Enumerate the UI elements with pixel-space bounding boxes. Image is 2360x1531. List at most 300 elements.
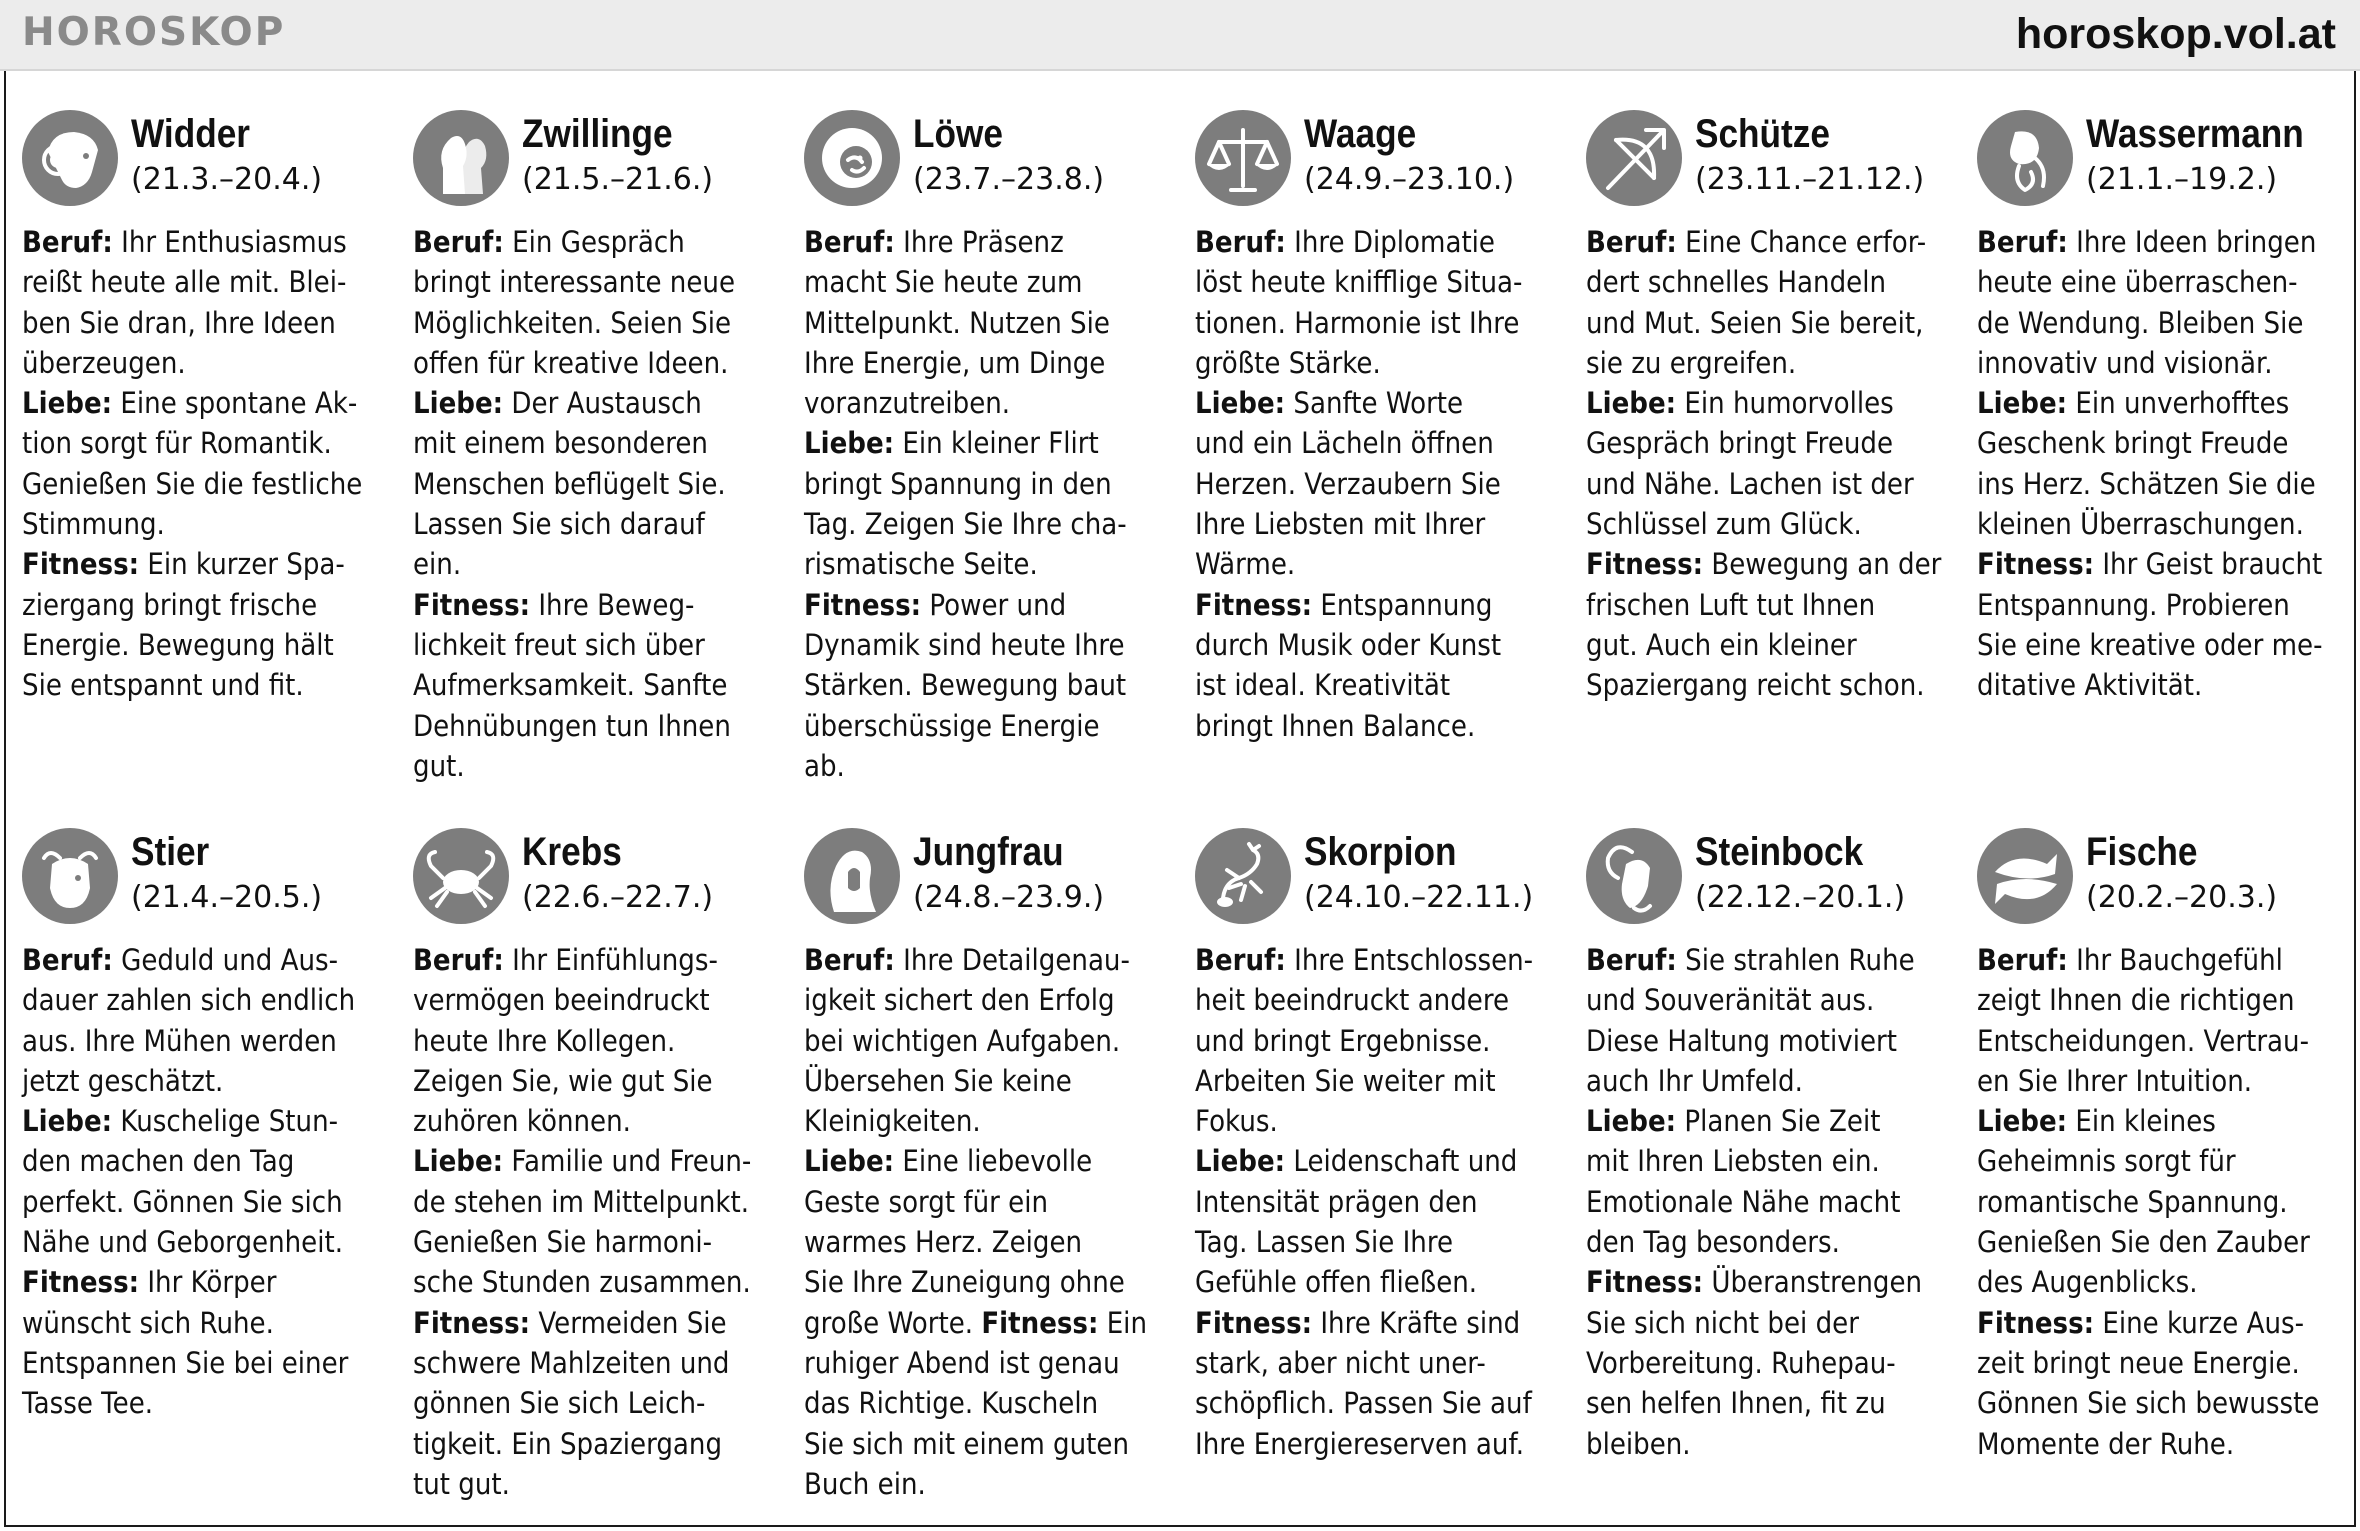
beruf-text-line (413, 1061, 746, 1101)
beruf-text-line (1586, 222, 1927, 262)
card-header (804, 110, 1174, 214)
line-text: Emotionale Nähe macht (1586, 1184, 1901, 1219)
beruf-text-line (1977, 1021, 2310, 1061)
line-text: des Augenblicks. (1977, 1265, 2198, 1300)
line-text: en Sie Ihrer Intuition. (1977, 1063, 2253, 1098)
fitness-text-line (413, 1424, 746, 1464)
line-text: Sie sich mit einem guten (804, 1426, 1129, 1461)
line-text: bleiben. (1586, 1426, 1691, 1461)
beruf-text-line (1195, 303, 1528, 343)
liebe-text-line (1977, 464, 2316, 504)
section-title: HOROSKOP (22, 10, 286, 55)
beruf-text-line (1195, 222, 1528, 262)
label-fitness: Fitness: (413, 587, 531, 622)
sign-name: Löwe (913, 112, 1003, 156)
label-fitness: Fitness: (1195, 587, 1313, 622)
liebe-text-line (804, 1182, 1137, 1222)
line-text: schwere Mahlzeiten und (413, 1345, 730, 1380)
line-text: Ihre Detailgenau- (903, 943, 1130, 977)
liebe-text-line (1977, 383, 2310, 423)
fitness-text-line (1586, 1343, 1919, 1383)
card-header (1195, 110, 1565, 214)
card-header (804, 828, 1174, 932)
line-text: Arbeiten Sie weiter mit (1195, 1063, 1496, 1098)
fitness-text-line (22, 665, 355, 705)
line-text: Ihre Diplomatie (1294, 225, 1495, 259)
beruf-text-line (413, 262, 746, 302)
label-liebe: Liebe: (413, 386, 504, 421)
label-beruf: Beruf: (1586, 225, 1677, 259)
beruf-text-line (1977, 262, 2310, 302)
card-text (1586, 940, 1956, 1464)
line-text: zeit bringt neue Energie. (1977, 1345, 2300, 1380)
twins-icon (413, 110, 509, 206)
beruf-text-line (804, 980, 1137, 1020)
fitness-text-line (413, 665, 746, 705)
line-text: stark, aber nicht uner- (1195, 1345, 1486, 1380)
beruf-text-line (1586, 262, 1919, 302)
liebe-text-line (1977, 1182, 2310, 1222)
liebe-text-line (413, 464, 746, 504)
label-liebe: Liebe: (22, 1104, 113, 1139)
card-text (22, 940, 392, 1424)
card-text (1977, 222, 2347, 706)
label-liebe: Liebe: (1586, 1104, 1677, 1139)
beruf-text-line (413, 303, 746, 343)
line-text: Sanfte Worte (1293, 386, 1464, 421)
line-text: Lassen Sie sich darauf (413, 507, 705, 542)
line-text: Bewegung an der (1711, 547, 1942, 582)
sign-name: Steinbock (1695, 830, 1864, 874)
beruf-text-line (1195, 262, 1528, 302)
liebe-text-line (1586, 423, 1919, 463)
liebe-text-line (1195, 1182, 1528, 1222)
liebe-text-line (22, 423, 355, 463)
fitness-text-line (1586, 544, 1942, 584)
liebe-text-line (1195, 544, 1528, 584)
line-text: Genießen Sie den Zauber (1977, 1225, 2310, 1260)
line-text: romantische Spannung. (1977, 1184, 2288, 1219)
beruf-text-line (1195, 940, 1534, 980)
line-text: Sie Ihre Zuneigung ohne (804, 1265, 1125, 1300)
sign-dates: (22.12.–20.1.) (1695, 880, 1906, 915)
line-text: Genießen Sie die festliche (22, 466, 363, 501)
liebe-text-line (22, 464, 363, 504)
label-liebe: Liebe: (22, 386, 113, 421)
liebe-text-line (1586, 1141, 1919, 1181)
line-text: Vermeiden Sie (538, 1305, 727, 1340)
line-text: Mittelpunkt. Nutzen Sie (804, 305, 1110, 340)
sign-dates: (24.10.–22.11.) (1304, 880, 1534, 915)
line-text: Entspannen Sie bei einer (22, 1345, 349, 1380)
fitness-text-line (1195, 1303, 1528, 1343)
card-header (1586, 110, 1956, 214)
line-text: Stimmung. (22, 507, 165, 542)
line-text: Ihr Einfühlungs- (512, 943, 718, 977)
beruf-text-line (1586, 303, 1924, 343)
liebe-text-line (804, 504, 1137, 544)
beruf-text-line (22, 343, 355, 383)
label-beruf: Beruf: (22, 225, 113, 259)
fitness-text-line (804, 1464, 1137, 1504)
beruf-text-line (413, 222, 746, 262)
liebe-text-line (22, 1101, 355, 1141)
line-text: Sie strahlen Ruhe (1685, 943, 1915, 977)
label-liebe: Liebe: (1195, 1144, 1286, 1179)
line-text: aus. Ihre Mühen werden (22, 1023, 337, 1058)
fitness-text-line (1195, 1383, 1532, 1423)
horoscope-card-crab (413, 828, 783, 1504)
line-text: Dynamik sind heute Ihre (804, 627, 1125, 662)
label-beruf: Beruf: (413, 943, 504, 977)
line-text: auch Ihr Umfeld. (1586, 1063, 1803, 1098)
scales-icon (1195, 110, 1291, 206)
line-text: Leidenschaft und (1293, 1144, 1518, 1179)
line-text: kleinen Überraschungen. (1977, 507, 2304, 542)
line-text: Gespräch bringt Freude (1586, 426, 1894, 461)
fitness-text-line (413, 1303, 746, 1343)
line-text: warmes Herz. Zeigen (804, 1225, 1083, 1260)
label-fitness: Fitness: (1977, 547, 2095, 582)
fitness-text-line (1977, 544, 2323, 584)
line-text: Ihr Bauchgefühl (2076, 943, 2283, 977)
line-text: Fokus. (1195, 1104, 1278, 1139)
label-fitness: Fitness: (1977, 1305, 2095, 1340)
beruf-text-line (804, 303, 1137, 343)
line-text: und bringt Ergebnisse. (1195, 1023, 1491, 1058)
line-text: Wärme. (1195, 547, 1296, 582)
liebe-text-line (804, 544, 1137, 584)
ram-icon (22, 110, 118, 206)
fitness-text-line (22, 544, 355, 584)
fitness-text-line (804, 665, 1137, 705)
liebe-text-line (1586, 383, 1919, 423)
liebe-text-line (413, 544, 746, 584)
line-text: Der Austausch (511, 386, 702, 421)
line-text: Nähe und Geborgenheit. (22, 1225, 344, 1260)
horoscope-card-lion (804, 110, 1174, 786)
liebe-text-line (1977, 1222, 2310, 1262)
liebe-text-line (1586, 1101, 1919, 1141)
line-text: gut. Auch ein kleiner (1586, 627, 1857, 662)
card-header (413, 828, 783, 932)
fitness-text-line (1195, 1424, 1528, 1464)
card-header (1977, 110, 2347, 214)
beruf-text-line (413, 980, 746, 1020)
beruf-text-line (413, 343, 746, 383)
fitness-text-line (1586, 1303, 1919, 1343)
line-text: Eine spontane Ak- (120, 386, 358, 421)
label-liebe: Liebe: (1977, 386, 2068, 421)
lion-icon (804, 110, 900, 206)
fitness-text-line (413, 1383, 746, 1423)
fitness-text-line (1977, 585, 2310, 625)
beruf-text-line (804, 940, 1137, 980)
label-beruf: Beruf: (22, 943, 113, 977)
line-text: Kleinigkeiten. (804, 1104, 981, 1139)
line-text: lichkeit freut sich über (413, 627, 705, 662)
fitness-text-line (1586, 1262, 1923, 1302)
line-text: Buch ein. (804, 1466, 926, 1501)
fitness-text-line (1586, 1424, 1919, 1464)
sign-dates: (23.7.–23.8.) (913, 162, 1105, 197)
line-text: Gefühle offen fließen. (1195, 1265, 1478, 1300)
label-beruf: Beruf: (1195, 225, 1286, 259)
liebe-text-line (804, 1222, 1137, 1262)
line-text: Power und (929, 587, 1067, 622)
line-text: Entspannung (1320, 587, 1493, 622)
line-text: reißt heute alle mit. Blei- (22, 265, 347, 300)
line-text: ab. (804, 748, 845, 783)
horoscope-card-ram (22, 110, 392, 706)
line-text: mit einem besonderen (413, 426, 708, 461)
line-text: ditative Aktivität. (1977, 668, 2203, 703)
line-text: Ein unverhofftes (2075, 386, 2290, 421)
line-text: frischen Luft tut Ihnen (1586, 587, 1876, 622)
card-text (804, 222, 1174, 786)
liebe-text-line (804, 464, 1137, 504)
label-fitness: Fitness: (981, 1305, 1099, 1340)
line-text: Stärken. Bewegung baut (804, 668, 1127, 703)
horoscope-card-scales (1195, 110, 1565, 746)
line-text: zuhören können. (413, 1104, 631, 1139)
line-text: offen für kreative Ideen. (413, 345, 729, 380)
sign-name: Jungfrau (913, 830, 1064, 874)
horoscope-card-twins (413, 110, 783, 786)
line-text: löst heute knifflige Situa- (1195, 265, 1523, 300)
horoscope-card-water-bearer (1977, 110, 2347, 706)
liebe-text-line (1586, 1182, 1919, 1222)
label-fitness: Fitness: (1195, 1305, 1313, 1340)
sign-name: Zwillinge (522, 112, 673, 156)
label-liebe: Liebe: (1977, 1104, 2068, 1139)
card-header (413, 110, 783, 214)
line-text: innovativ und visionär. (1977, 345, 2273, 380)
horoscope-card-ibex (1586, 828, 1956, 1464)
liebe-text-line (22, 1141, 355, 1181)
fitness-text-line (1977, 1343, 2310, 1383)
line-text: Planen Sie Zeit (1684, 1104, 1881, 1139)
beruf-text-line (1195, 1021, 1528, 1061)
fitness-text-line (22, 1262, 355, 1302)
bull-icon (22, 828, 118, 924)
virgin-icon (804, 828, 900, 924)
fitness-text-line (804, 1343, 1137, 1383)
label-beruf: Beruf: (1195, 943, 1286, 977)
fitness-text-line (804, 746, 1137, 786)
label-beruf: Beruf: (1977, 225, 2068, 259)
line-text: tut gut. (413, 1466, 510, 1501)
sign-dates: (21.5.–21.6.) (522, 162, 714, 197)
line-text: sche Stunden zusammen. (413, 1265, 751, 1300)
liebe-text-line (413, 1262, 751, 1302)
line-text: macht Sie heute zum (804, 265, 1083, 300)
liebe-text-line (804, 423, 1137, 463)
card-text (413, 940, 783, 1504)
fitness-text-line (804, 1383, 1137, 1423)
line-text: Ihre Ideen bringen (2076, 225, 2317, 259)
liebe-text-line (413, 1182, 750, 1222)
line-text: Geste sorgt für ein (804, 1184, 1049, 1219)
liebe-text-line (1195, 383, 1528, 423)
beruf-text-line (1977, 1061, 2310, 1101)
liebe-text-line (1977, 423, 2310, 463)
card-text (1195, 940, 1565, 1464)
label-fitness: Fitness: (804, 587, 922, 622)
label-liebe: Liebe: (804, 426, 895, 461)
sign-dates: (24.9.–23.10.) (1304, 162, 1515, 197)
line-text: Dehnübungen tun Ihnen (413, 708, 731, 743)
line-text: mit Ihren Liebsten ein. (1586, 1144, 1880, 1179)
line-text: Intensität prägen den (1195, 1184, 1478, 1219)
line-text: Momente der Ruhe. (1977, 1426, 2235, 1461)
line-text: Ihre Energiereserven auf. (1195, 1426, 1525, 1461)
line-text: sie zu ergreifen. (1586, 345, 1797, 380)
fitness-text-line (1977, 625, 2323, 665)
line-text: vermögen beeindruckt (413, 983, 710, 1018)
line-text: Herzen. Verzaubern Sie (1195, 466, 1501, 501)
line-text: bringt Ihnen Balance. (1195, 708, 1476, 743)
label-fitness: Fitness: (413, 1305, 531, 1340)
beruf-text-line (804, 1021, 1137, 1061)
line-text: Geheimnis sorgt für (1977, 1144, 2236, 1179)
line-text: größte Stärke. (1195, 345, 1381, 380)
line-text: große Worte. (804, 1305, 974, 1340)
line-text: heute Ihre Kollegen. (413, 1023, 676, 1058)
label-fitness: Fitness: (1586, 547, 1704, 582)
liebe-text-line (1586, 464, 1919, 504)
beruf-text-line (22, 1061, 355, 1101)
liebe-text-line (22, 1222, 355, 1262)
beruf-text-line (1195, 1101, 1528, 1141)
beruf-text-line (1195, 1061, 1528, 1101)
liebe-text-line (1977, 1101, 2310, 1141)
fitness-text-line (804, 585, 1137, 625)
liebe-text-line (22, 383, 358, 423)
line-text: dert schnelles Handeln (1586, 265, 1887, 300)
line-text: Sie entspannt und fit. (22, 668, 304, 703)
beruf-text-line (1586, 980, 1919, 1020)
label-beruf: Beruf: (804, 943, 895, 977)
line-text: Kuschelige Stun- (120, 1104, 339, 1139)
horoscope-card-archer (1586, 110, 1956, 706)
sign-name: Schütze (1695, 112, 1830, 156)
line-text: voranzutreiben. (804, 386, 1011, 421)
fitness-text-line (804, 1424, 1137, 1464)
line-text: das Richtige. Kuscheln (804, 1386, 1099, 1421)
line-text: Aufmerksamkeit. Sanfte (413, 668, 728, 703)
beruf-text-line (1977, 980, 2310, 1020)
card-text (22, 222, 392, 706)
card-text (1586, 222, 1956, 706)
card-header (1977, 828, 2347, 932)
beruf-text-line (1977, 343, 2310, 383)
beruf-text-line (804, 222, 1137, 262)
line-text: sen helfen Ihnen, fit zu (1586, 1386, 1886, 1421)
beruf-text-line (22, 1021, 355, 1061)
liebe-text-line (1195, 1262, 1528, 1302)
line-text: dauer zahlen sich endlich (22, 983, 356, 1018)
line-text: ins Herz. Schätzen Sie die (1977, 466, 2316, 501)
liebe-text-line (1977, 1141, 2310, 1181)
header-bar (0, 0, 2360, 71)
line-text: ruhiger Abend ist genau (804, 1345, 1120, 1380)
beruf-text-line (1586, 1021, 1919, 1061)
line-text: Ein (1106, 1305, 1147, 1340)
fitness-text-line (413, 625, 746, 665)
card-text (1977, 940, 2347, 1464)
sign-dates: (21.1.–19.2.) (2086, 162, 2278, 197)
beruf-text-line (804, 262, 1137, 302)
line-text: Gönnen Sie sich bewusste (1977, 1386, 2320, 1421)
fitness-text-line (1195, 585, 1528, 625)
liebe-text-line (1195, 504, 1528, 544)
fitness-text-line (22, 625, 355, 665)
beruf-text-line (1977, 222, 2317, 262)
line-text: und ein Lächeln öffnen (1195, 426, 1494, 461)
fitness-text-line (1586, 625, 1919, 665)
line-text: Übersehen Sie keine (804, 1063, 1072, 1098)
liebe-text-line (804, 1262, 1137, 1302)
line-text: heit beeindruckt andere (1195, 983, 1510, 1018)
fitness-text-line (413, 706, 746, 746)
fitness-text-line (804, 706, 1137, 746)
horoscope-card-bull (22, 828, 392, 1424)
line-text: Sie eine kreative oder me- (1977, 627, 2323, 662)
line-text: Genießen Sie harmoni- (413, 1225, 713, 1260)
beruf-text-line (413, 1021, 746, 1061)
line-text: Geschenk bringt Freude (1977, 426, 2289, 461)
horoscope-card-virgin (804, 828, 1174, 1504)
horoscope-card-scorpion (1195, 828, 1565, 1464)
line-text: überzeugen. (22, 345, 186, 380)
line-text: bringt interessante neue (413, 265, 736, 300)
line-text: Vorbereitung. Ruhepau- (1586, 1345, 1896, 1380)
liebe-text-line (22, 504, 355, 544)
line-text: Ein kurzer Spa- (147, 547, 345, 582)
liebe-text-line (1195, 1222, 1528, 1262)
line-text: und Nähe. Lachen ist der (1586, 466, 1914, 501)
line-text: bringt Spannung in den (804, 466, 1112, 501)
site-url-link[interactable]: horoskop.vol.at (2015, 10, 2336, 58)
archer-icon (1586, 110, 1682, 206)
line-text: Geduld und Aus- (121, 943, 339, 977)
liebe-text-line (413, 383, 746, 423)
sign-name: Widder (131, 112, 250, 156)
line-text: ist ideal. Kreativität (1195, 668, 1451, 703)
line-text: Sie sich nicht bei der (1586, 1305, 1859, 1340)
sign-name: Skorpion (1304, 830, 1457, 874)
line-text: Zeigen Sie, wie gut Sie (413, 1063, 713, 1098)
line-text: wünscht sich Ruhe. (22, 1305, 274, 1340)
liebe-text-line (413, 504, 746, 544)
line-text: jetzt geschätzt. (22, 1063, 224, 1098)
card-header (22, 828, 392, 932)
line-text: zeigt Ihnen die richtigen (1977, 983, 2295, 1018)
sign-dates: (24.8.–23.9.) (913, 880, 1105, 915)
fitness-text-line (1586, 585, 1919, 625)
beruf-text-line (804, 383, 1137, 423)
beruf-text-line (1586, 940, 1919, 980)
fitness-text-line (22, 1383, 355, 1423)
line-text: Ihr Körper (147, 1265, 277, 1300)
line-text: den Tag besonders. (1586, 1225, 1840, 1260)
line-text: Ihre Kräfte sind (1320, 1305, 1521, 1340)
horoscope-card-fish (1977, 828, 2347, 1464)
sign-name: Krebs (522, 830, 622, 874)
line-text: tion sorgt für Romantik. (22, 426, 332, 461)
beruf-text-line (22, 222, 355, 262)
